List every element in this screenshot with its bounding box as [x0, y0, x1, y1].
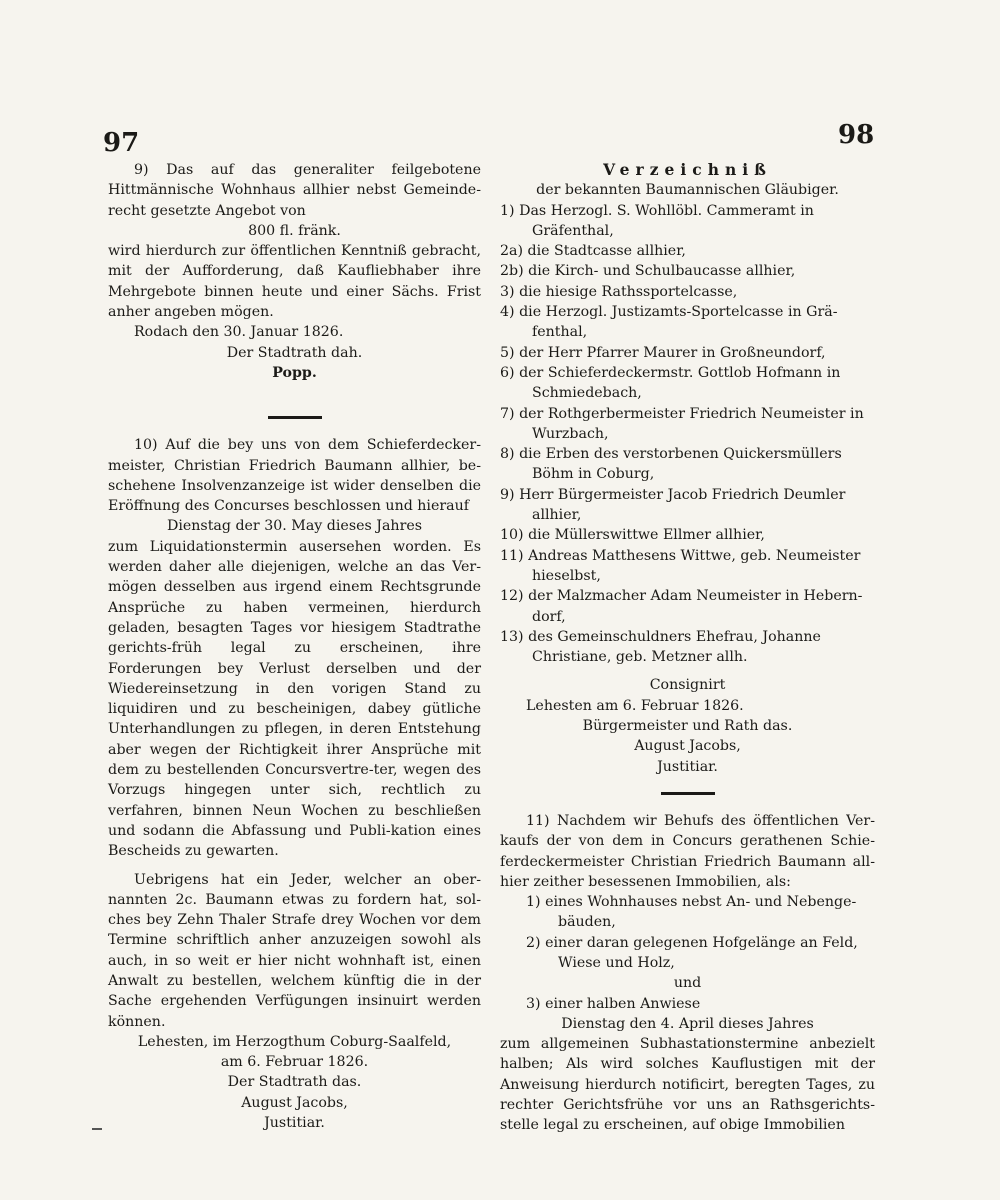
notice-11-body: zum allgemeinen Subhastationstermine anbezielt halben; Als wird solches Kauflustigen mit der Anweisung hierdurch notificirt, beregten Tages, zu rechter Gerichtsfrühe vor uns an Rathsgerichts-stelle legal zu erscheinen, auf obige Immobilien [500, 1036, 875, 1134]
list-item: 4) die Herzogl. Justizamts-Sportelcasse in Grä-fenthal, [500, 304, 838, 341]
left-column [108, 160, 481, 1133]
notice-10-intro: 10) Auf die bey uns von dem Schieferdecker-meister, Christian Friedrich Baumann allhier, be-schehene Insolvenzanzeige ist wider denselben die Eröffnung des Concurses beschlossen und hierauf [108, 437, 481, 515]
consignirt-label: Consignirt [649, 677, 726, 694]
notice-10-body-2: Uebrigens hat ein Jeder, welcher an ober-nannten 2c. Baumann etwas zu fordern hat, sol-ches bey Zehn Thaler Strafe drey Wochen vor dem Termine schriftlich anher anzuzeigen sowohl als auch, in so weit er hier nicht wohnhaft ist, einen Anwalt zu bestellen, welchem künftig die in der Sache ergehenden Verfügungen insinuirt werden können. [108, 871, 481, 1030]
list-item: 7) der Rothgerbermeister Friedrich Neumeister in Wurzbach, [500, 405, 864, 442]
margin-mark [92, 1128, 102, 1130]
list-item: 6) der Schieferdeckermstr. Gottlob Hofmann in Schmiedebach, [500, 364, 841, 402]
right-column [500, 160, 875, 1136]
notice-9-body: wird hierdurch zur öffentlichen Kenntniß gebracht, mit der Aufforderung, daß Kaufliebhaber ihre Mehrgebote binnen heute und einer Sächs. Frist anher angeben mögen. [108, 243, 481, 321]
list-item: 9) Herr Bürgermeister Jacob Friedrich Deumler allhier, [500, 486, 846, 524]
list-item: 13) des Gemeinschuldners Ehefrau, Johanne Christiane, geb. Metzner allh. [500, 628, 821, 666]
notice-11-intro: 11) Nachdem wir Behufs des öffentlichen Ver-kaufs der von dem in Concurs gerathenen Schie-ferdeckermeister Christian Friedrich Baumann all-hier zeither besessenen Immobilien, als: [500, 812, 875, 890]
notice-10-body: zum Liquidationstermin ausersehen worden. Es werden daher alle diejenigen, welche an das Ver-mögen desselben aus irgend einem Rechtsgrunde Ansprüche zu haben vermeinen, hierdurch geladen, besagten Tages vor hiesigem Stadtrathe gerichts-früh legal zu erscheinen, ihre Forderungen bey Verlust derselben und der Wiedereinsetzung in den vorigen Stand zu liquidiren und zu bescheinigen, dabey gütliche Unterhandlungen zu pflegen, in deren Entstehung aber wegen der Richtigkeit ihrer Ansprüche mit dem zu bestellenden Concursvertre-ter, wegen des Vorzugs hingegen unter sich, rechtlich zu verfahren, binnen Neun Wochen zu beschließen und sodann die Abfassung und Publi-kation eines Bescheids zu gewarten. [108, 538, 481, 860]
notice-10-authority: Der Stadtrath das. [227, 1074, 362, 1091]
notice-9-signer: Popp. [272, 364, 317, 381]
notice-9-place-date: Rodach den 30. Januar 1826. [134, 324, 344, 341]
list-item: 1) eines Wohnhauses nebst An- und Nebenge-bäuden, [526, 894, 857, 931]
list-item: 3) einer halben Anwiese [526, 995, 701, 1012]
page-number-left: 97 [103, 128, 140, 158]
notice-11-und: und [673, 975, 702, 992]
list-item: 11) Andreas Matthesens Wittwe, geb. Neumeister hieselbst, [500, 547, 861, 584]
notice-9-text: 9) Das auf das generaliter feilgebotene Hittmännische Wohnhaus allhier nebst Gemeinde-recht gesetzte Angebot von [108, 162, 481, 219]
creditor-list-subtitle: der bekannten Baumannischen Gläubiger. [536, 182, 839, 199]
notice-9-amount: 800 fl. fränk. [248, 222, 341, 239]
list-item: 8) die Erben des verstorbenen Quickersmüllers Böhm in Coburg, [500, 446, 842, 483]
notice-10-date-line: Dienstag der 30. May dieses Jahres [166, 518, 423, 535]
list-item: 2) einer daran gelegenen Hofgelänge an Feld, Wiese und Holz, [526, 934, 858, 971]
notice-10-signer: August Jacobs, [241, 1094, 348, 1111]
list-item: 3) die hiesige Rathssportelcasse, [500, 283, 738, 300]
list-item: 2b) die Kirch- und Schulbaucasse allhier, [500, 263, 796, 280]
list-item: 1) Das Herzogl. S. Wohllöbl. Cammeramt in Gräfenthal, [500, 202, 814, 239]
notice-10-signer-title: Justitiar. [264, 1115, 325, 1132]
notice-10-place-date-2: am 6. Februar 1826. [220, 1054, 369, 1071]
list-item: 10) die Müllerswittwe Ellmer allhier, [500, 527, 765, 544]
right-authority: Bürgermeister und Rath das. [582, 718, 793, 735]
right-signer: August Jacobs, [634, 738, 741, 755]
notice-11-date-line: Dienstag den 4. April dieses Jahres [561, 1015, 814, 1032]
creditor-list-title: Verzeichniß [603, 160, 772, 179]
section-divider [661, 792, 715, 795]
section-divider [268, 416, 322, 419]
notice-10-place-date-1: Lehesten, im Herzogthum Coburg-Saalfeld, [137, 1033, 452, 1050]
right-signer-title: Justitiar. [657, 758, 718, 775]
page-number-right: 98 [838, 120, 875, 150]
list-item: 2a) die Stadtcasse allhier, [500, 243, 686, 260]
list-item: 12) der Malzmacher Adam Neumeister in Hebern-dorf, [500, 588, 863, 625]
creditor-list [500, 201, 875, 668]
list-item: 5) der Herr Pfarrer Maurer in Großneundorf, [500, 344, 826, 361]
right-place-date: Lehesten am 6. Februar 1826. [526, 697, 744, 714]
notice-9-authority: Der Stadtrath dah. [226, 344, 363, 361]
